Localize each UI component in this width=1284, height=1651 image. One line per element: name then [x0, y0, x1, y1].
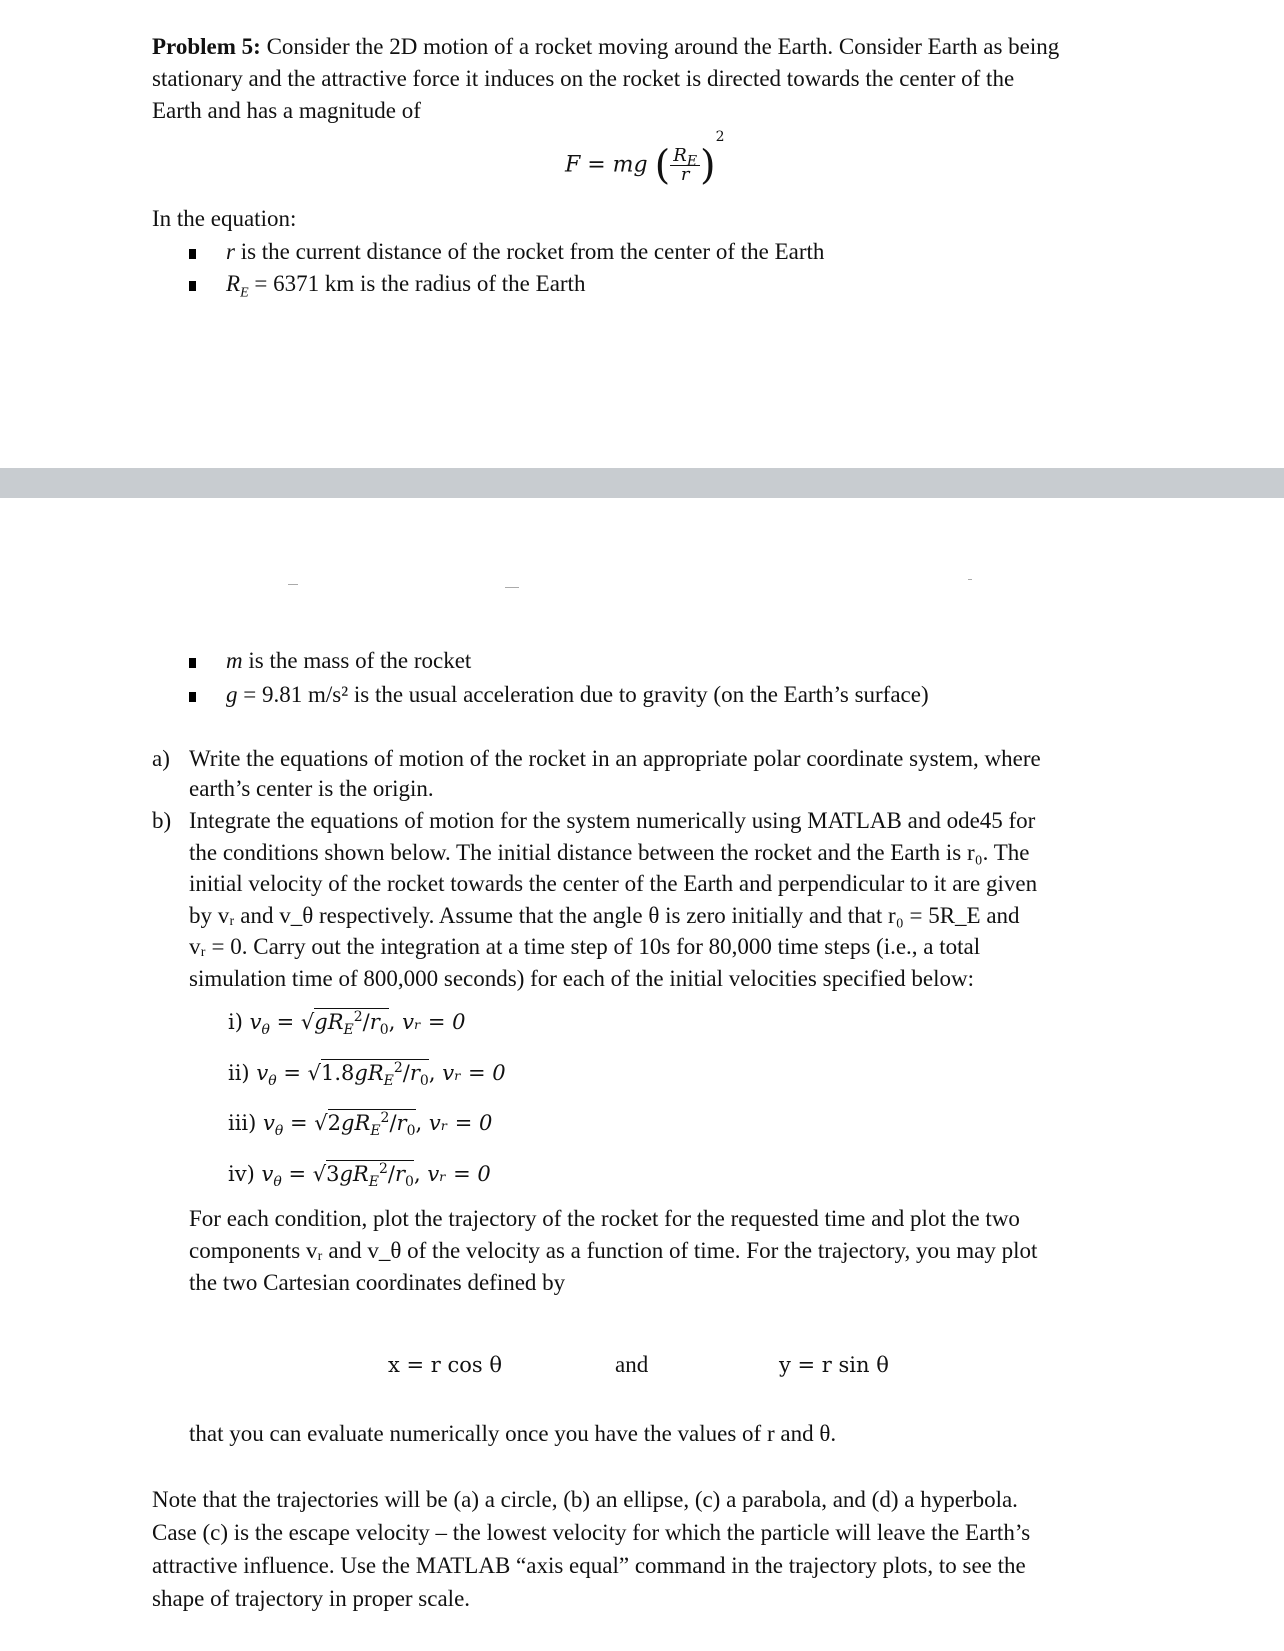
and-word: and	[615, 1352, 649, 1377]
problem-title: Problem 5:	[152, 34, 261, 59]
condition-item: iv) $v_\theta = √3gR_E^2/r_0$, vᵣ = 0	[228, 1161, 491, 1191]
note-line-4: shape of trajectory in proper scale.	[152, 1586, 471, 1611]
force-numerator-sub: E	[686, 153, 698, 170]
plot-line-2: components vᵣ and v_θ of the velocity as a function of time. For the trajectory, you may plot	[189, 1238, 1038, 1263]
y-formula: y = r sin θ	[779, 1353, 889, 1377]
condition-item: iii) $v_\theta = √2gR_E^2/r_0$, vᵣ = 0	[228, 1110, 493, 1140]
scan-artifact	[505, 587, 519, 588]
part-b-line-3: initial velocity of the rocket towards the center of the Earth and perpendicular to it are given	[189, 871, 1038, 896]
bullet-symbol: r	[226, 239, 235, 264]
bullet-symbol-sub: E	[240, 285, 249, 301]
in-equation-label: In the equation:	[152, 206, 297, 231]
evaluate-line: that you can evaluate numerically once you have the values of r and θ.	[189, 1421, 837, 1446]
part-b-label: b)	[152, 808, 172, 833]
force-exponent: 2	[715, 129, 725, 146]
bullet-square-icon	[189, 281, 196, 291]
note-line-1: Note that the trajectories will be (a) a circle, (b) an ellipse, (c) a parabola, and (d) a hyperbola.	[152, 1487, 1018, 1512]
intro-line-2: stationary and the attractive force it induces on the rocket is directed towards the center of the	[152, 66, 1015, 91]
part-a-line-1: Write the equations of motion of the rocket in an appropriate polar coordinate system, where	[189, 746, 1041, 771]
bullet-symbol: g	[226, 682, 238, 707]
bullet-symbol: R	[226, 271, 241, 296]
bullet-square-icon	[189, 658, 196, 668]
condition-label: iii)	[228, 1111, 257, 1135]
problem-intro	[152, 31, 1132, 127]
condition-tail: vᵣ = 0	[402, 1010, 466, 1034]
part-b-line-6: simulation time of 800,000 seconds) for each of the initial velocities specified below:	[189, 965, 974, 991]
scan-artifact	[968, 579, 972, 580]
force-denominator: r	[680, 164, 690, 185]
bullet-text: = 9.81 m/s² is the usual acceleration due to gravity (on the Earth’s surface)	[237, 682, 929, 707]
bullet-text: = 6371 km is the radius of the Earth	[248, 271, 586, 296]
condition-label: i)	[228, 1010, 243, 1034]
condition-label: iv)	[228, 1162, 255, 1186]
page-break-divider	[0, 468, 1284, 498]
condition-coef: 1.8	[320, 1061, 355, 1085]
intro-line-3: Earth and has a magnitude of	[152, 98, 421, 123]
scan-artifact	[288, 584, 298, 585]
bullet-square-icon	[189, 692, 196, 702]
bullet-text: is the current distance of the rocket from the center of the Earth	[234, 239, 825, 264]
part-b-line-4: by vᵣ and v_θ respectively. Assume that the angle θ is zero initially and that r₀ = 5R_E and	[189, 902, 1020, 928]
part-b-line-1: Integrate the equations of motion for the system numerically using MATLAB and ode45 for	[189, 808, 1036, 833]
bullet-symbol: m	[226, 648, 243, 673]
condition-item: i) $v_\theta = √gR_E^2/r_0$, vᵣ = 0	[228, 1009, 466, 1039]
condition-tail: vᵣ = 0	[428, 1111, 493, 1135]
note-paragraph	[152, 1484, 1132, 1615]
condition-coef: 2	[327, 1111, 342, 1135]
condition-tail: vᵣ = 0	[442, 1061, 506, 1085]
part-b-line-5: vᵣ = 0. Carry out the integration at a time step of 10s for 80,000 time steps (i.e., a total	[189, 934, 981, 959]
plot-instructions	[189, 1203, 1132, 1299]
condition-label: ii)	[228, 1061, 250, 1085]
part-a-label: a)	[152, 746, 170, 771]
condition-item: ii) $v_\theta = √1.8gR_E^2/r_0$, vᵣ = 0	[228, 1060, 506, 1090]
force-equation: F = mg ( $\frac{R_E}{r}$ )$^2$	[565, 129, 725, 189]
bullet-square-icon	[189, 249, 196, 259]
part-b-line-2: the conditions shown below. The initial distance between the rocket and the Earth is r₀. The	[189, 839, 1030, 865]
bullet-text: is the mass of the rocket	[242, 648, 472, 673]
condition-tail: vᵣ = 0	[427, 1162, 491, 1186]
note-line-3: attractive influence. Use the MATLAB “axis equal” command in the trajectory plots, to see the	[152, 1553, 1026, 1578]
condition-coef: 3	[326, 1162, 340, 1186]
force-lhs: F = mg	[565, 152, 648, 178]
force-numerator: R	[673, 145, 687, 166]
x-formula: x = r cos θ	[388, 1353, 503, 1377]
plot-line-1: For each condition, plot the trajectory of the rocket for the requested time and plot the two	[189, 1206, 1020, 1231]
plot-line-3: the two Cartesian coordinates defined by	[189, 1270, 566, 1295]
note-line-2: Case (c) is the escape velocity – the lowest velocity for which the particle will leave the Earth’s	[152, 1520, 1031, 1545]
intro-line-1: Consider the 2D motion of a rocket moving around the Earth. Consider Earth as being	[266, 34, 1060, 59]
part-a-line-2: earth’s center is the origin.	[189, 776, 434, 801]
